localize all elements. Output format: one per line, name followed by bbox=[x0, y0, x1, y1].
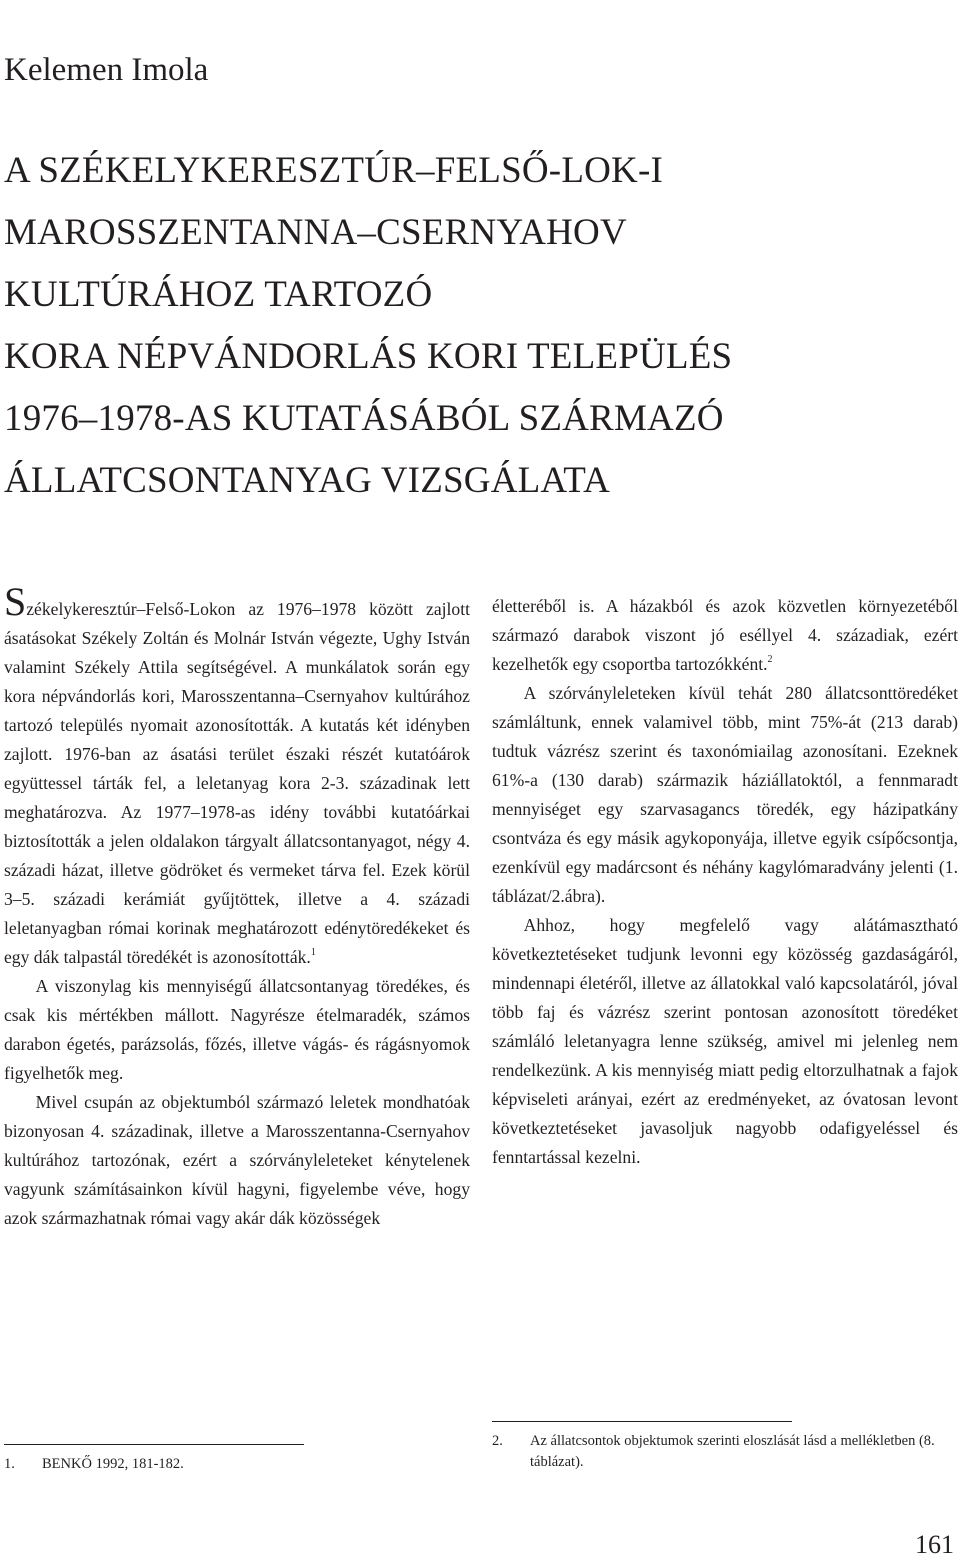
paragraph: A viszonylag kis mennyiségű állatcsontanyag töredékes, és csak kis mértékben mállott. Nagyrésze ételmaradék, számos darabon égetés, parázsolás, főzés, illetve vágás- és rágásnyomok figyelhetők meg. bbox=[4, 976, 470, 1083]
footnote-ref: 2 bbox=[767, 654, 773, 665]
paragraph bbox=[492, 592, 958, 679]
drop-cap: S bbox=[4, 579, 27, 624]
footnote-divider bbox=[4, 1444, 304, 1445]
title-line: MAROSSZENTANNA–CSERNYAHOV bbox=[4, 212, 627, 253]
footnote-ref: 1 bbox=[310, 947, 316, 958]
footnote-text: Az állatcsontok objektumok szerinti eloszlását lásd a mellékletben (8. táblázat). bbox=[530, 1433, 935, 1470]
footnote-text: BENKŐ 1992, 181-182. bbox=[42, 1456, 184, 1472]
title-line: KORA NÉPVÁNDORLÁS KORI TELEPÜLÉS bbox=[4, 336, 733, 377]
paragraph: Ahhoz, hogy megfelelő vagy alátámasztható következtetéseket tudjunk levonni egy közösség gazdaságáról, mindennapi életéről, illetve az állatokkal való kapcsolatáról, jóval több faj és vázrész szerint pontosan azonosított töredéket számláló leletanyagra lenne szükség, amivel mi jelenleg nem rendelkezünk. A kis mennyiség miatt pedig eltorzulhatnak a fajok képviseleti arányai, ezért az eredményeket, az óvatosan levont következtetéseket javasoljuk nagyobb odafigyeléssel és fenntartással kezelni. bbox=[492, 915, 958, 1167]
paragraph: A szórványleleteken kívül tehát 280 állatcsonttöredéket számláltunk, ennek valamivel több, mint 75%-át (213 darab) tudtuk vázrész szerint és taxonómiailag azonosítani. Ezeknek 61%-a (130 darab) származik háziállatoktól, a fennmaradt mennyiséget egy szarvasagancs töredék, egy házipatkány csontváza és egy másik agykoponyája, illetve egyik csípőcsontja, ezenkívül egy madárcsont és néhány kagylómaradvány jelenti (1. táblázat/2.ábra). bbox=[492, 683, 958, 906]
article-title bbox=[4, 140, 732, 512]
title-line: ÁLLATCSONTANYAG VIZSGÁLATA bbox=[4, 460, 610, 501]
title-line: A SZÉKELYKERESZTÚR–FELSŐ-LOK-I bbox=[4, 150, 664, 191]
footnote bbox=[4, 1454, 184, 1475]
footnote bbox=[492, 1431, 958, 1473]
paragraph-text: zékelykeresztúr–Felső-Lokon az 1976–1978 között zajlott ásatásokat Székely Zoltán és Molnár István végezte, Ughy István valamint Székely Attila segítségével. A munkálatok során egy kora népvándorlás kori, Marosszentanna–Csernyahov kultúrához tartozó település nyomait azonosították. A kutatás két idényben zajlott. 1976-ban az ásatási terület északi részét kutatóárok együttessel tárták fel, a leletanyag kora 2-3. századinak lett meghatározva. Az 1977–1978-as idény további kutatóárkai biztosították a jelen oldalakon tárgyalt állatcsontanyagot, négy 4. századi házat, illetve gödröket és vermeket tárva fel. Ezek körül 3–5. századi kerámiát gyűjtöttek, illetve a 4. századi leletanyagban római korinak meghatározott edénytöredékeket és egy dák talpastál töredékét is azonosították. bbox=[4, 599, 470, 967]
footnote-divider bbox=[492, 1421, 792, 1422]
paragraph bbox=[4, 579, 470, 972]
footnote-number: 1. bbox=[4, 1456, 15, 1472]
title-line: 1976–1978-AS KUTATÁSÁBÓL SZÁRMAZÓ bbox=[4, 398, 724, 439]
footnote-number: 2. bbox=[492, 1433, 503, 1449]
right-column bbox=[492, 592, 958, 1172]
author-name: Kelemen Imola bbox=[4, 52, 209, 88]
left-column bbox=[4, 579, 470, 1233]
title-line: KULTÚRÁHOZ TARTOZÓ bbox=[4, 274, 433, 315]
paragraph-text: életteréből is. A házakból és azok közvetlen környezetéből származó darabok viszont jó eséllyel 4. századiak, ezért kezelhetők egy csoportba tartozókként. bbox=[492, 596, 958, 674]
paragraph: Mivel csupán az objektumból származó leletek mondhatóak bizonyosan 4. századinak, illetve a Marosszentanna-Csernyahov kultúrához tartozónak, ezért a szórványleleteket kénytelenek vagyunk számításainkon kívül hagyni, figyelembe véve, hogy azok származhatnak római vagy akár dák közösségek bbox=[4, 1092, 470, 1228]
page-number: 161 bbox=[915, 1530, 954, 1559]
